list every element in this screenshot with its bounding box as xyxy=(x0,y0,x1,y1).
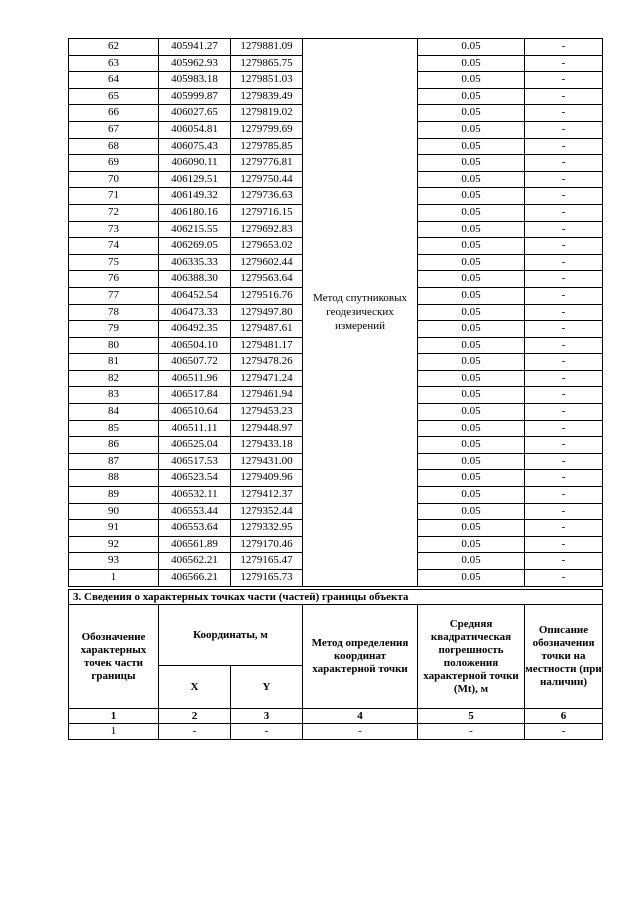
y-coordinate: 1279750.44 xyxy=(231,171,303,188)
y-coordinate: 1279478.26 xyxy=(231,354,303,371)
y-coordinate: 1279516.76 xyxy=(231,287,303,304)
x-coordinate: 406129.51 xyxy=(159,171,231,188)
accuracy: 0.05 xyxy=(418,420,525,437)
x-coordinate: 406561.89 xyxy=(159,536,231,553)
description: - xyxy=(525,553,603,570)
point-number: 72 xyxy=(69,204,159,221)
header-method: Метод определения координат характерной точки xyxy=(303,605,418,709)
description: - xyxy=(525,221,603,238)
description: - xyxy=(525,304,603,321)
point-number: 64 xyxy=(69,72,159,89)
column-number: 6 xyxy=(525,709,603,724)
accuracy: 0.05 xyxy=(418,254,525,271)
header-designation: Обозначение характерных точек части границы xyxy=(69,605,159,709)
accuracy: 0.05 xyxy=(418,321,525,338)
y-coordinate: 1279736.63 xyxy=(231,188,303,205)
accuracy: 0.05 xyxy=(418,553,525,570)
accuracy: 0.05 xyxy=(418,204,525,221)
accuracy: 0.05 xyxy=(418,105,525,122)
x-coordinate: 406532.11 xyxy=(159,487,231,504)
accuracy: 0.05 xyxy=(418,238,525,255)
y-coordinate: 1279165.73 xyxy=(231,570,303,587)
method-cell: Метод спутниковых геодезических измерений xyxy=(303,39,418,587)
x-coordinate: 406510.64 xyxy=(159,404,231,421)
description: - xyxy=(525,420,603,437)
point-number: 77 xyxy=(69,287,159,304)
accuracy: 0.05 xyxy=(418,72,525,89)
x-coordinate: 406388.30 xyxy=(159,271,231,288)
accuracy: 0.05 xyxy=(418,39,525,56)
point-number: 65 xyxy=(69,88,159,105)
accuracy: 0.05 xyxy=(418,453,525,470)
point-number: 90 xyxy=(69,503,159,520)
y-coordinate: 1279865.75 xyxy=(231,55,303,72)
point-number: 69 xyxy=(69,155,159,172)
description: - xyxy=(525,724,603,740)
point-number: 74 xyxy=(69,238,159,255)
x-coordinate: 406149.32 xyxy=(159,188,231,205)
accuracy: 0.05 xyxy=(418,487,525,504)
description: - xyxy=(525,72,603,89)
accuracy: 0.05 xyxy=(418,188,525,205)
x-coordinate: 406215.55 xyxy=(159,221,231,238)
accuracy: 0.05 xyxy=(418,337,525,354)
y-coordinate: 1279332.95 xyxy=(231,520,303,537)
column-numbers-row xyxy=(69,709,603,724)
table-row xyxy=(69,724,603,740)
description: - xyxy=(525,105,603,122)
x-coordinate: 406517.84 xyxy=(159,387,231,404)
x-coordinate: 406525.04 xyxy=(159,437,231,454)
coordinates-table xyxy=(68,38,603,587)
y-coordinate: 1279881.09 xyxy=(231,39,303,56)
y-coordinate: 1279431.00 xyxy=(231,453,303,470)
point-number: 68 xyxy=(69,138,159,155)
accuracy: 0.05 xyxy=(418,536,525,553)
point-number: 84 xyxy=(69,404,159,421)
description: - xyxy=(525,321,603,338)
column-number: 2 xyxy=(159,709,231,724)
accuracy: 0.05 xyxy=(418,171,525,188)
header-y: Y xyxy=(231,666,303,709)
point-number: 87 xyxy=(69,453,159,470)
x-coordinate: 406090.11 xyxy=(159,155,231,172)
y-coordinate: 1279653.02 xyxy=(231,238,303,255)
point-number: 85 xyxy=(69,420,159,437)
y-coordinate: 1279799.69 xyxy=(231,121,303,138)
description: - xyxy=(525,155,603,172)
accuracy: 0.05 xyxy=(418,287,525,304)
point-number: 81 xyxy=(69,354,159,371)
x-coordinate: 406054.81 xyxy=(159,121,231,138)
accuracy: 0.05 xyxy=(418,354,525,371)
x-coordinate: 406075.43 xyxy=(159,138,231,155)
header-x: X xyxy=(159,666,231,709)
description: - xyxy=(525,387,603,404)
accuracy: 0.05 xyxy=(418,55,525,72)
y-coordinate: 1279409.96 xyxy=(231,470,303,487)
accuracy: 0.05 xyxy=(418,155,525,172)
y-coordinate: 1279776.81 xyxy=(231,155,303,172)
accuracy: 0.05 xyxy=(418,470,525,487)
description: - xyxy=(525,138,603,155)
section3-title: 3. Сведения о характерных точках части (частей) границы объекта xyxy=(69,590,603,605)
header-description: Описание обозначения точки на местности (при наличии) xyxy=(525,605,603,709)
accuracy: 0.05 xyxy=(418,520,525,537)
description: - xyxy=(525,55,603,72)
description: - xyxy=(525,487,603,504)
description: - xyxy=(525,39,603,56)
x-coordinate: 406553.44 xyxy=(159,503,231,520)
point-number: 83 xyxy=(69,387,159,404)
x-coordinate: 406504.10 xyxy=(159,337,231,354)
accuracy: 0.05 xyxy=(418,503,525,520)
column-number: 3 xyxy=(231,709,303,724)
section3-table xyxy=(68,589,603,740)
point-number: 1 xyxy=(69,570,159,587)
y-coordinate: 1279165.47 xyxy=(231,553,303,570)
x-coordinate: 406562.21 xyxy=(159,553,231,570)
y-coordinate: 1279412.37 xyxy=(231,487,303,504)
y-coordinate: 1279170.46 xyxy=(231,536,303,553)
y-coordinate: 1279839.49 xyxy=(231,88,303,105)
column-number: 5 xyxy=(418,709,525,724)
point-number: 70 xyxy=(69,171,159,188)
y-coordinate: 1279448.97 xyxy=(231,420,303,437)
y-coordinate: 1279461.94 xyxy=(231,387,303,404)
x-coordinate: 406180.16 xyxy=(159,204,231,221)
y-coordinate: 1279352.44 xyxy=(231,503,303,520)
accuracy: 0.05 xyxy=(418,271,525,288)
x-coordinate: - xyxy=(159,724,231,740)
y-coordinate: 1279785.85 xyxy=(231,138,303,155)
point-number: 78 xyxy=(69,304,159,321)
header-accuracy: Средняя квадратическая погрешность положения характерной точки (Mt), м xyxy=(418,605,525,709)
point-number: 88 xyxy=(69,470,159,487)
description: - xyxy=(525,271,603,288)
y-coordinate: 1279481.17 xyxy=(231,337,303,354)
x-coordinate: 406517.53 xyxy=(159,453,231,470)
table-row xyxy=(69,39,603,56)
point-number: 76 xyxy=(69,271,159,288)
x-coordinate: 406452.54 xyxy=(159,287,231,304)
description: - xyxy=(525,437,603,454)
y-coordinate: 1279819.02 xyxy=(231,105,303,122)
x-coordinate: 406566.21 xyxy=(159,570,231,587)
x-coordinate: 406507.72 xyxy=(159,354,231,371)
x-coordinate: 406523.54 xyxy=(159,470,231,487)
y-coordinate: 1279453.23 xyxy=(231,404,303,421)
point-number: 80 xyxy=(69,337,159,354)
point-number: 93 xyxy=(69,553,159,570)
description: - xyxy=(525,188,603,205)
description: - xyxy=(525,254,603,271)
point-number: 67 xyxy=(69,121,159,138)
column-number: 1 xyxy=(69,709,159,724)
header-coordinates: Координаты, м xyxy=(159,605,303,666)
description: - xyxy=(525,520,603,537)
description: - xyxy=(525,88,603,105)
y-coordinate: 1279563.64 xyxy=(231,271,303,288)
description: - xyxy=(525,370,603,387)
accuracy: 0.05 xyxy=(418,138,525,155)
point-number: 1 xyxy=(69,724,159,740)
method: - xyxy=(303,724,418,740)
description: - xyxy=(525,287,603,304)
y-coordinate: 1279692.83 xyxy=(231,221,303,238)
x-coordinate: 406511.11 xyxy=(159,420,231,437)
accuracy: 0.05 xyxy=(418,121,525,138)
y-coordinate: 1279497.80 xyxy=(231,304,303,321)
x-coordinate: 406027.65 xyxy=(159,105,231,122)
point-number: 89 xyxy=(69,487,159,504)
description: - xyxy=(525,503,603,520)
y-coordinate: 1279851.03 xyxy=(231,72,303,89)
accuracy: 0.05 xyxy=(418,88,525,105)
accuracy: 0.05 xyxy=(418,370,525,387)
accuracy: 0.05 xyxy=(418,404,525,421)
point-number: 66 xyxy=(69,105,159,122)
x-coordinate: 405983.18 xyxy=(159,72,231,89)
accuracy: 0.05 xyxy=(418,387,525,404)
y-coordinate: 1279602.44 xyxy=(231,254,303,271)
point-number: 75 xyxy=(69,254,159,271)
description: - xyxy=(525,536,603,553)
accuracy: 0.05 xyxy=(418,570,525,587)
point-number: 82 xyxy=(69,370,159,387)
accuracy: 0.05 xyxy=(418,437,525,454)
point-number: 71 xyxy=(69,188,159,205)
description: - xyxy=(525,337,603,354)
description: - xyxy=(525,121,603,138)
point-number: 62 xyxy=(69,39,159,56)
y-coordinate: - xyxy=(231,724,303,740)
x-coordinate: 406335.33 xyxy=(159,254,231,271)
point-number: 86 xyxy=(69,437,159,454)
accuracy: - xyxy=(418,724,525,740)
y-coordinate: 1279433.18 xyxy=(231,437,303,454)
x-coordinate: 406473.33 xyxy=(159,304,231,321)
accuracy: 0.05 xyxy=(418,221,525,238)
description: - xyxy=(525,470,603,487)
description: - xyxy=(525,570,603,587)
description: - xyxy=(525,453,603,470)
y-coordinate: 1279716.15 xyxy=(231,204,303,221)
description: - xyxy=(525,238,603,255)
point-number: 92 xyxy=(69,536,159,553)
x-coordinate: 405962.93 xyxy=(159,55,231,72)
description: - xyxy=(525,354,603,371)
description: - xyxy=(525,171,603,188)
accuracy: 0.05 xyxy=(418,304,525,321)
coordinates-table-body xyxy=(69,39,603,587)
x-coordinate: 406511.96 xyxy=(159,370,231,387)
x-coordinate: 406492.35 xyxy=(159,321,231,338)
column-number: 4 xyxy=(303,709,418,724)
description: - xyxy=(525,404,603,421)
point-number: 91 xyxy=(69,520,159,537)
point-number: 63 xyxy=(69,55,159,72)
point-number: 79 xyxy=(69,321,159,338)
y-coordinate: 1279471.24 xyxy=(231,370,303,387)
x-coordinate: 405999.87 xyxy=(159,88,231,105)
x-coordinate: 406553.64 xyxy=(159,520,231,537)
point-number: 73 xyxy=(69,221,159,238)
x-coordinate: 406269.05 xyxy=(159,238,231,255)
y-coordinate: 1279487.61 xyxy=(231,321,303,338)
x-coordinate: 405941.27 xyxy=(159,39,231,56)
description: - xyxy=(525,204,603,221)
